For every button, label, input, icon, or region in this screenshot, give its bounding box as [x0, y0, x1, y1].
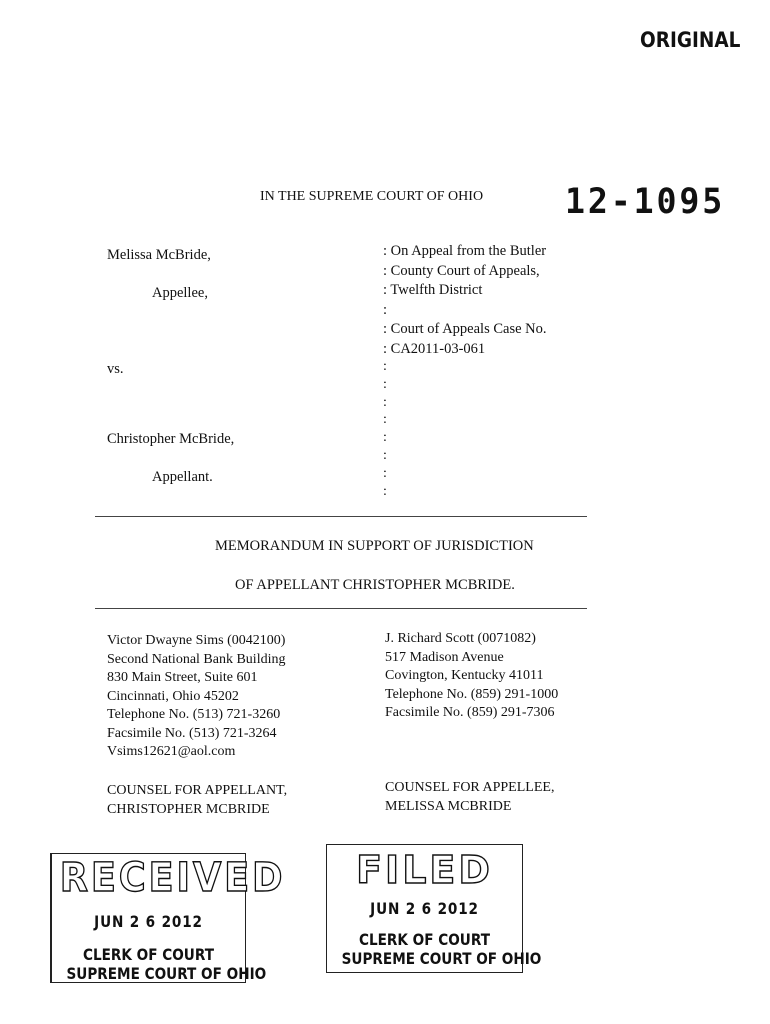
appeal-info	[383, 242, 547, 359]
received-stamp-date: JUN 2 6 2012	[94, 912, 203, 931]
received-stamp-court: SUPREME COURT OF OHIO	[66, 964, 267, 983]
appellant-name: Christopher McBride,	[107, 431, 235, 447]
colon-line: :	[383, 394, 387, 410]
colon-line: :	[383, 465, 387, 481]
counsel-line: Facsimile No. (513) 721-3264	[107, 725, 277, 741]
received-stamp	[50, 853, 286, 983]
appeal-line: : CA2011-03-061	[383, 340, 486, 357]
appellee-role: Appellee,	[152, 285, 208, 301]
divider-top	[95, 516, 587, 517]
counsel-line: Cincinnati, Ohio 45202	[107, 688, 239, 704]
counsel-line: Telephone No. (513) 721-3260	[107, 707, 281, 722]
colon-line: :	[383, 483, 387, 499]
appellee-counsel-block	[385, 630, 558, 723]
counsel-label-line: COUNSEL FOR APPELLEE,	[385, 780, 555, 795]
colon-line: :	[383, 447, 387, 463]
appeal-line: : Twelfth District	[383, 282, 483, 298]
counsel-line: Victor Dwayne Sims (0042100)	[107, 633, 286, 648]
appellant-counsel-block	[107, 632, 285, 762]
appellant-role: Appellant.	[152, 469, 213, 485]
appellee-counsel-label	[385, 778, 554, 816]
appellant-counsel-label	[107, 781, 287, 819]
counsel-line: 517 Madison Avenue	[385, 649, 504, 665]
filed-stamp-heading: FILED	[356, 848, 493, 892]
filed-stamp-date: JUN 2 6 2012	[370, 899, 479, 918]
counsel-label-line: MELISSA MCBRIDE	[385, 799, 512, 814]
appeal-line: : County Court of Appeals,	[383, 262, 540, 279]
colon-line: :	[383, 412, 387, 428]
counsel-line: 830 Main Street, Suite 601	[107, 670, 258, 685]
divider-bottom	[95, 608, 587, 609]
filed-stamp	[326, 844, 542, 973]
colon-line: :	[383, 376, 387, 392]
counsel-email: Vsims12621@aol.com	[107, 744, 236, 759]
appellee-name: Melissa McBride,	[107, 247, 211, 263]
counsel-label-line: CHRISTOPHER MCBRIDE	[107, 802, 270, 817]
memorandum-title-line1: MEMORANDUM IN SUPPORT OF JURISDICTION	[215, 538, 534, 554]
received-stamp-heading: RECEIVED	[59, 855, 286, 901]
counsel-label-line: COUNSEL FOR APPELLANT,	[107, 783, 288, 798]
filed-stamp-clerk: CLERK OF COURT	[358, 930, 490, 949]
case-number: 12-1095	[565, 182, 726, 222]
caption-colons	[383, 358, 387, 500]
received-stamp-clerk: CLERK OF COURT	[82, 945, 214, 964]
counsel-line: Second National Bank Building	[107, 651, 286, 667]
counsel-line: Facsimile No. (859) 291-7306	[385, 705, 555, 720]
colon-line: :	[383, 430, 387, 446]
court-title: IN THE SUPREME COURT OF OHIO	[260, 189, 484, 204]
appeal-line: : Court of Appeals Case No.	[383, 321, 547, 337]
colon-line: :	[383, 359, 387, 374]
appeal-line: : On Appeal from the Butler	[383, 243, 547, 259]
counsel-line: Covington, Kentucky 41011	[385, 668, 544, 683]
filed-stamp-court: SUPREME COURT OF OHIO	[341, 949, 542, 968]
counsel-line: Telephone No. (859) 291-1000	[385, 686, 559, 702]
appeal-line: :	[383, 301, 388, 318]
versus-label: vs.	[107, 361, 124, 377]
original-stamp: ORIGINAL	[640, 28, 741, 52]
counsel-line: J. Richard Scott (0071082)	[385, 631, 536, 646]
memorandum-title-line2: OF APPELLANT CHRISTOPHER MCBRIDE.	[235, 577, 515, 593]
